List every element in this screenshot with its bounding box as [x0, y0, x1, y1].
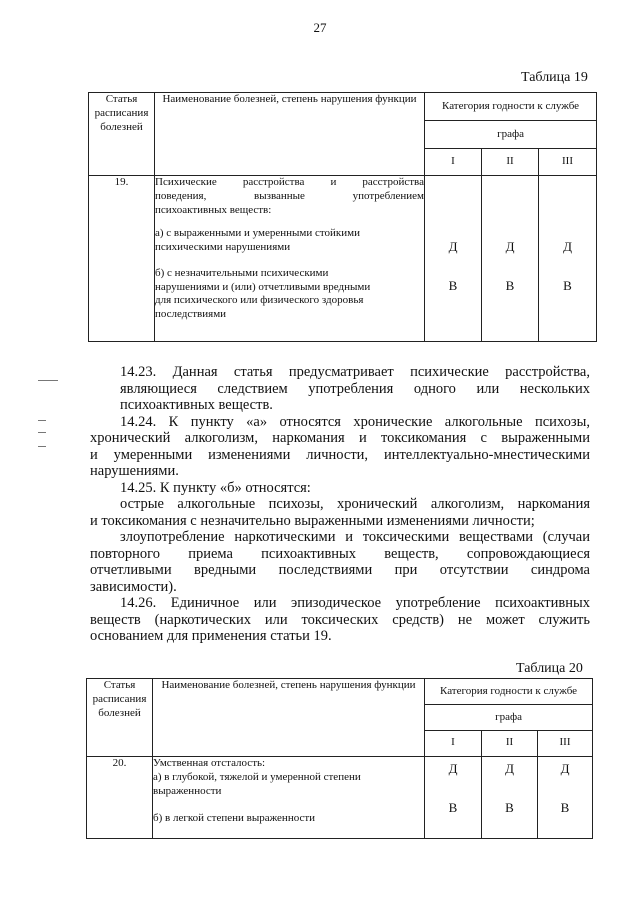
header-category: Категория годности к службе: [425, 93, 597, 121]
table-19: [88, 92, 597, 342]
values-col-3: Д В: [538, 757, 593, 839]
table-20: [86, 678, 593, 839]
header-name: Наименование болезней, степень нарушения функции: [153, 679, 425, 757]
header-col-3: III: [539, 149, 597, 176]
row-title: Психические расстройства и расстройства поведения, вызванные употреблением психоактивных веществ:: [155, 176, 424, 216]
values-col-1: Д В: [425, 757, 482, 839]
header-column: графа: [425, 705, 593, 731]
values-col-2: Д В: [482, 176, 539, 342]
page-number: 27: [313, 20, 327, 35]
values-col-2: Д В: [482, 757, 538, 839]
header-category: Категория годности к службе: [425, 679, 593, 705]
body-text: [90, 364, 590, 645]
row-item-a: а) с выраженными и умеренными стойкими психическими нарушениями: [155, 227, 360, 253]
paragraph-14-25: 14.25. К пункту «б» относятся: острые алкогольные психозы, хронический алкоголизм, наркомания и токсикомания с незначительно выраженными изменениями личности; злоупотребление наркотическими и токсическими веществами (случаи повторного приема психоактивных веществ, сопровождающиеся отчетливыми вредными последствиями при отсутствии синдрома зависимости).: [90, 479, 590, 595]
margin-mark: [38, 446, 46, 447]
table-19-label: Таблица 19: [521, 70, 588, 85]
header-article: Статья расписания болезней: [89, 93, 155, 176]
header-column: графа: [425, 121, 597, 149]
row-name: Умственная отсталость: а) в глубокой, тяжелой и умеренной степени выраженности б) в легкой степени выраженности: [153, 757, 425, 839]
header-col-2: II: [482, 731, 538, 757]
header-col-2: II: [482, 149, 539, 176]
values-col-1: Д В: [425, 176, 482, 342]
header-col-3: III: [538, 731, 593, 757]
header-name: Наименование болезней, степень нарушения функции: [155, 93, 425, 176]
row-number: 19.: [89, 176, 155, 342]
margin-mark: [38, 420, 46, 421]
header-article: Статья расписания болезней: [87, 679, 153, 757]
paragraph-14-24: 14.24. К пункту «а» относятся хронические алкогольные психозы, хронический алкоголизм, наркомания и токсикомания с выраженными и умеренными изменениями личности, интеллектуально-мнестическими нарушениями.: [90, 413, 590, 479]
paragraph-14-23: 14.23. Данная статья предусматривает психические расстройства, являющиеся следствием употребления одного или нескольких психоактивных веществ.: [120, 364, 590, 413]
row-name: [155, 176, 425, 342]
margin-mark: [38, 380, 58, 381]
paragraph-14-26: 14.26. Единичное или эпизодическое употребление психоактивных веществ (наркотических или токсических средств) не может служить основанием для применения статьи 19.: [90, 595, 590, 644]
header-col-1: I: [425, 731, 482, 757]
table-20-label: Таблица 20: [516, 661, 583, 676]
row-item-b: б) с незначительными психическими нарушениями и (или) отчетливыми вредными для психического или физического здоровья последствиями: [155, 266, 371, 320]
values-col-3: Д В: [539, 176, 597, 342]
row-number: 20.: [87, 757, 153, 839]
header-col-1: I: [425, 149, 482, 176]
margin-mark: [38, 432, 46, 433]
